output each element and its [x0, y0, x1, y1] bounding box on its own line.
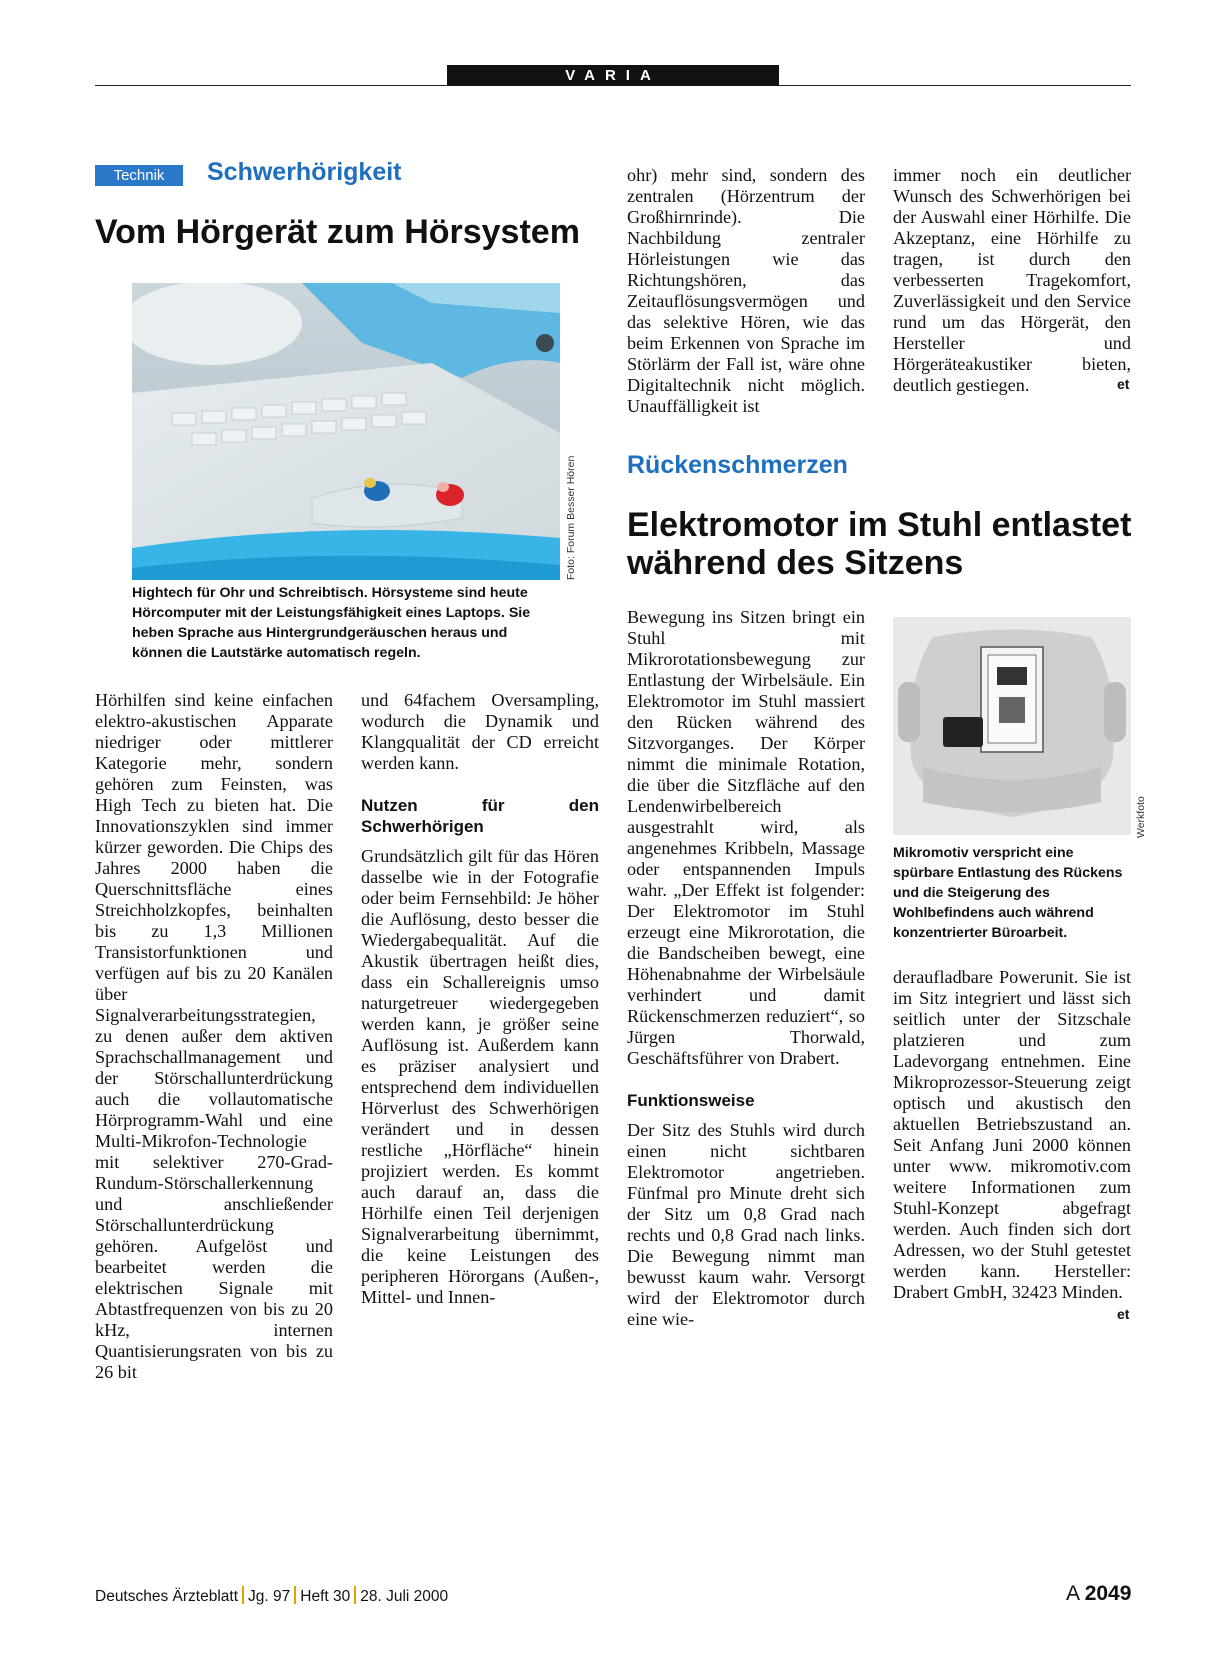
footer-separator	[354, 1586, 356, 1604]
article1-headline: Vom Hörgerät zum Hörsystem	[95, 213, 580, 251]
article2-signature: et	[1117, 1306, 1130, 1322]
article1-column-2	[361, 690, 599, 1308]
article2-paragraph-3: deraufladbare Powerunit. Sie ist im Sitz integriert und lässt sich seitlich unter der Sitzschale platzieren und zum Ladevorgang entnehmen. Eine Mikroprozessor-Steuerung zeigt optisch und akustisch den aktuellen Betriebszustand an. Seit Anfang Juni 2000 können unter www. mikromotiv.com weitere Informationen zum Stuhl-Konzept abgefragt werden. Auch finden sich dort Adressen, wo der Stuhl getestet werden kann. Hersteller: Drabert GmbH, 32423 Minden.	[893, 967, 1131, 1302]
article1-photo-credit: Foto: Forum Besser Hören	[565, 455, 577, 580]
page-prefix: A	[1066, 1582, 1079, 1605]
page-number-value: 2049	[1084, 1582, 1132, 1605]
article1-caption: Hightech für Ohr und Schreibtisch. Hörsysteme sind heute Hörcomputer mit der Leistungsfähigkeit eines Laptops. Sie heben Sprache aus Hintergrundgeräuschen heraus und können die Lautstärke automatisch regeln.	[132, 585, 531, 661]
article1-paragraph-4: ohr) mehr sind, sondern des zentralen (Hörzentrum der Großhirnrinde). Die Nachbildung zentraler Hörleistungen wie das Richtungshören, das Zeitauflösungsvermögen und das selektive Hören, wie das beim Erkennen von Sprache im Störlärm der Fall ist, wäre ohne Digitaltechnik nicht möglich. Unauffälligkeit ist	[627, 165, 865, 416]
article1-paragraph-3: Grundsätzlich gilt für das Hören dasselbe wie in der Fotografie oder beim Fernsehbild: Je höher die Auflösung, desto besser die Wiedergabequalität. Auf die Akustik übertragen heißt dies, dass ein Schallereignis umso naturgetreuer wiedergegeben werden kann, je größer seine Auflösung ist. Außerdem kann es präziser analysiert und entsprechend dem individuellen Hörverlust des Schwerhörigen verändert und in dessen restliche „Hörfläche“ hinein projiziert werden. Es kommt auch darauf an, dass die Hörhilfe einen Teil derjenigen Signalverarbeitung übernimmt, die keine Leistungen des peripheren Hörorgans (Außen-, Mittel- und Innen-	[361, 846, 599, 1307]
footer-volume: Jg. 97	[248, 1588, 291, 1605]
article1-signature: et	[1117, 376, 1130, 392]
category-badge: Technik	[95, 165, 183, 186]
article2-photo-credit: Werkfoto	[1135, 796, 1147, 838]
article2-column-2	[893, 967, 1131, 1303]
article1-column-4	[893, 165, 1131, 396]
hearing-aid-laptop-photo	[132, 283, 560, 580]
footer-separator	[294, 1586, 296, 1604]
article1-column-3	[627, 165, 865, 417]
footer-separator	[242, 1586, 244, 1604]
article1-kicker: Schwerhörigkeit	[207, 158, 402, 186]
footer-journal: Deutsches Ärzteblatt	[95, 1588, 239, 1605]
article1-column-1	[95, 690, 333, 1383]
article2-column-1	[627, 607, 865, 1330]
article1-subhead: Nutzen für den Schwerhörigen	[361, 796, 599, 836]
section-label: VARIA	[447, 65, 779, 86]
article1-paragraph-1: Hörhilfen sind keine einfachen elektro-akustischen Apparate niedriger oder mittlerer Kategorie mehr, sondern gehören zum Feinsten, was High Tech zu bieten hat. Die Innovationszyklen sind immer kürzer geworden. Die Chips des Jahres 2000 haben die Querschnittsfläche eines Streichholzkopfes, beinhalten bis zu 1,3 Millionen Transistorfunktionen und verfügen auf bis zu 20 Kanälen über Signalverarbeitungsstrategien, zu denen außer dem aktiven Sprachschallmanagement und der Störschallunterdrückung auch die vollautomatische Hörprogramm-Wahl und eine Multi-Mikrofon-Technologie mit selektiver 270-Grad-Rundum-Störschallerkennung und anschließender Störschallunterdrückung gehören. Aufgelöst und bearbeitet werden die elektrischen Signale mit Abtastfrequenzen von bis zu 20 kHz, internen Quantisierungsraten von bis zu 26 bit	[95, 690, 333, 1382]
article2-subhead: Funktionsweise	[627, 1091, 755, 1110]
article2-paragraph-1: Bewegung ins Sitzen bringt ein Stuhl mit Mikrorotationsbewegung zur Entlastung der Wirbelsäule. Ein Elektromotor im Stuhl massiert den Rücken während des Sitzvorganges. Der Körper nimmt die minimale Rotation, die über die Sitzfläche auf den Lendenwirbelbereich ausgestrahlt wird, als angenehmes Kribbeln, Massage oder entspannenden Impuls wahr. „Der Effekt ist folgender: Der Elektromotor im Stuhl erzeugt eine Mikrorotation, die die Bandscheiben bewegt, eine Höhenabnahme der Wirbelsäule verhindert und damit Rückenschmerzen reduziert“, so Jürgen Thorwald, Geschäftsführer von Drabert.	[627, 607, 865, 1068]
footer-citation	[95, 1586, 448, 1606]
article2-headline-line-1: Elektromotor im Stuhl entlastet	[627, 506, 1132, 544]
article2-paragraph-2: Der Sitz des Stuhls wird durch einen nicht sichtbaren Elektromotor angetrieben. Fünfmal pro Minute dreht sich der Sitz um 0,8 Grad nach rechts und 0,8 Grad nach links. Die Bewegung nimmt man bewusst kaum wahr. Versorgt wird der Elektromotor durch eine wie-	[627, 1120, 865, 1329]
article2-kicker: Rückenschmerzen	[627, 451, 848, 479]
article2-caption: Mikromotiv verspricht eine spürbare Entlastung des Rückens und die Steigerung des Wohlbefindens auch während konzentrierter Büroarbeit.	[893, 845, 1123, 941]
page-number	[1066, 1582, 1131, 1606]
article2-headline	[627, 506, 1131, 582]
footer-issue: Heft 30	[300, 1588, 351, 1605]
article2-headline-line-2: während des Sitzens	[627, 544, 964, 582]
footer-date: 28. Juli 2000	[360, 1588, 449, 1605]
article1-paragraph-2: und 64fachem Oversampling, wodurch die Dynamik und Klangqualität der CD erreicht werden kann.	[361, 690, 599, 773]
chair-seat-photo	[893, 617, 1131, 835]
article1-paragraph-5: immer noch ein deutlicher Wunsch des Schwerhörigen bei der Auswahl einer Hörhilfe. Die Akzeptanz, eine Hörhilfe zu tragen, ist durch den verbesserten Tragekomfort, Zuverlässigkeit und den Service rund um das Hörgerät, den Hersteller und Hörgeräteakustiker bieten, deutlich gestiegen.	[893, 165, 1131, 395]
